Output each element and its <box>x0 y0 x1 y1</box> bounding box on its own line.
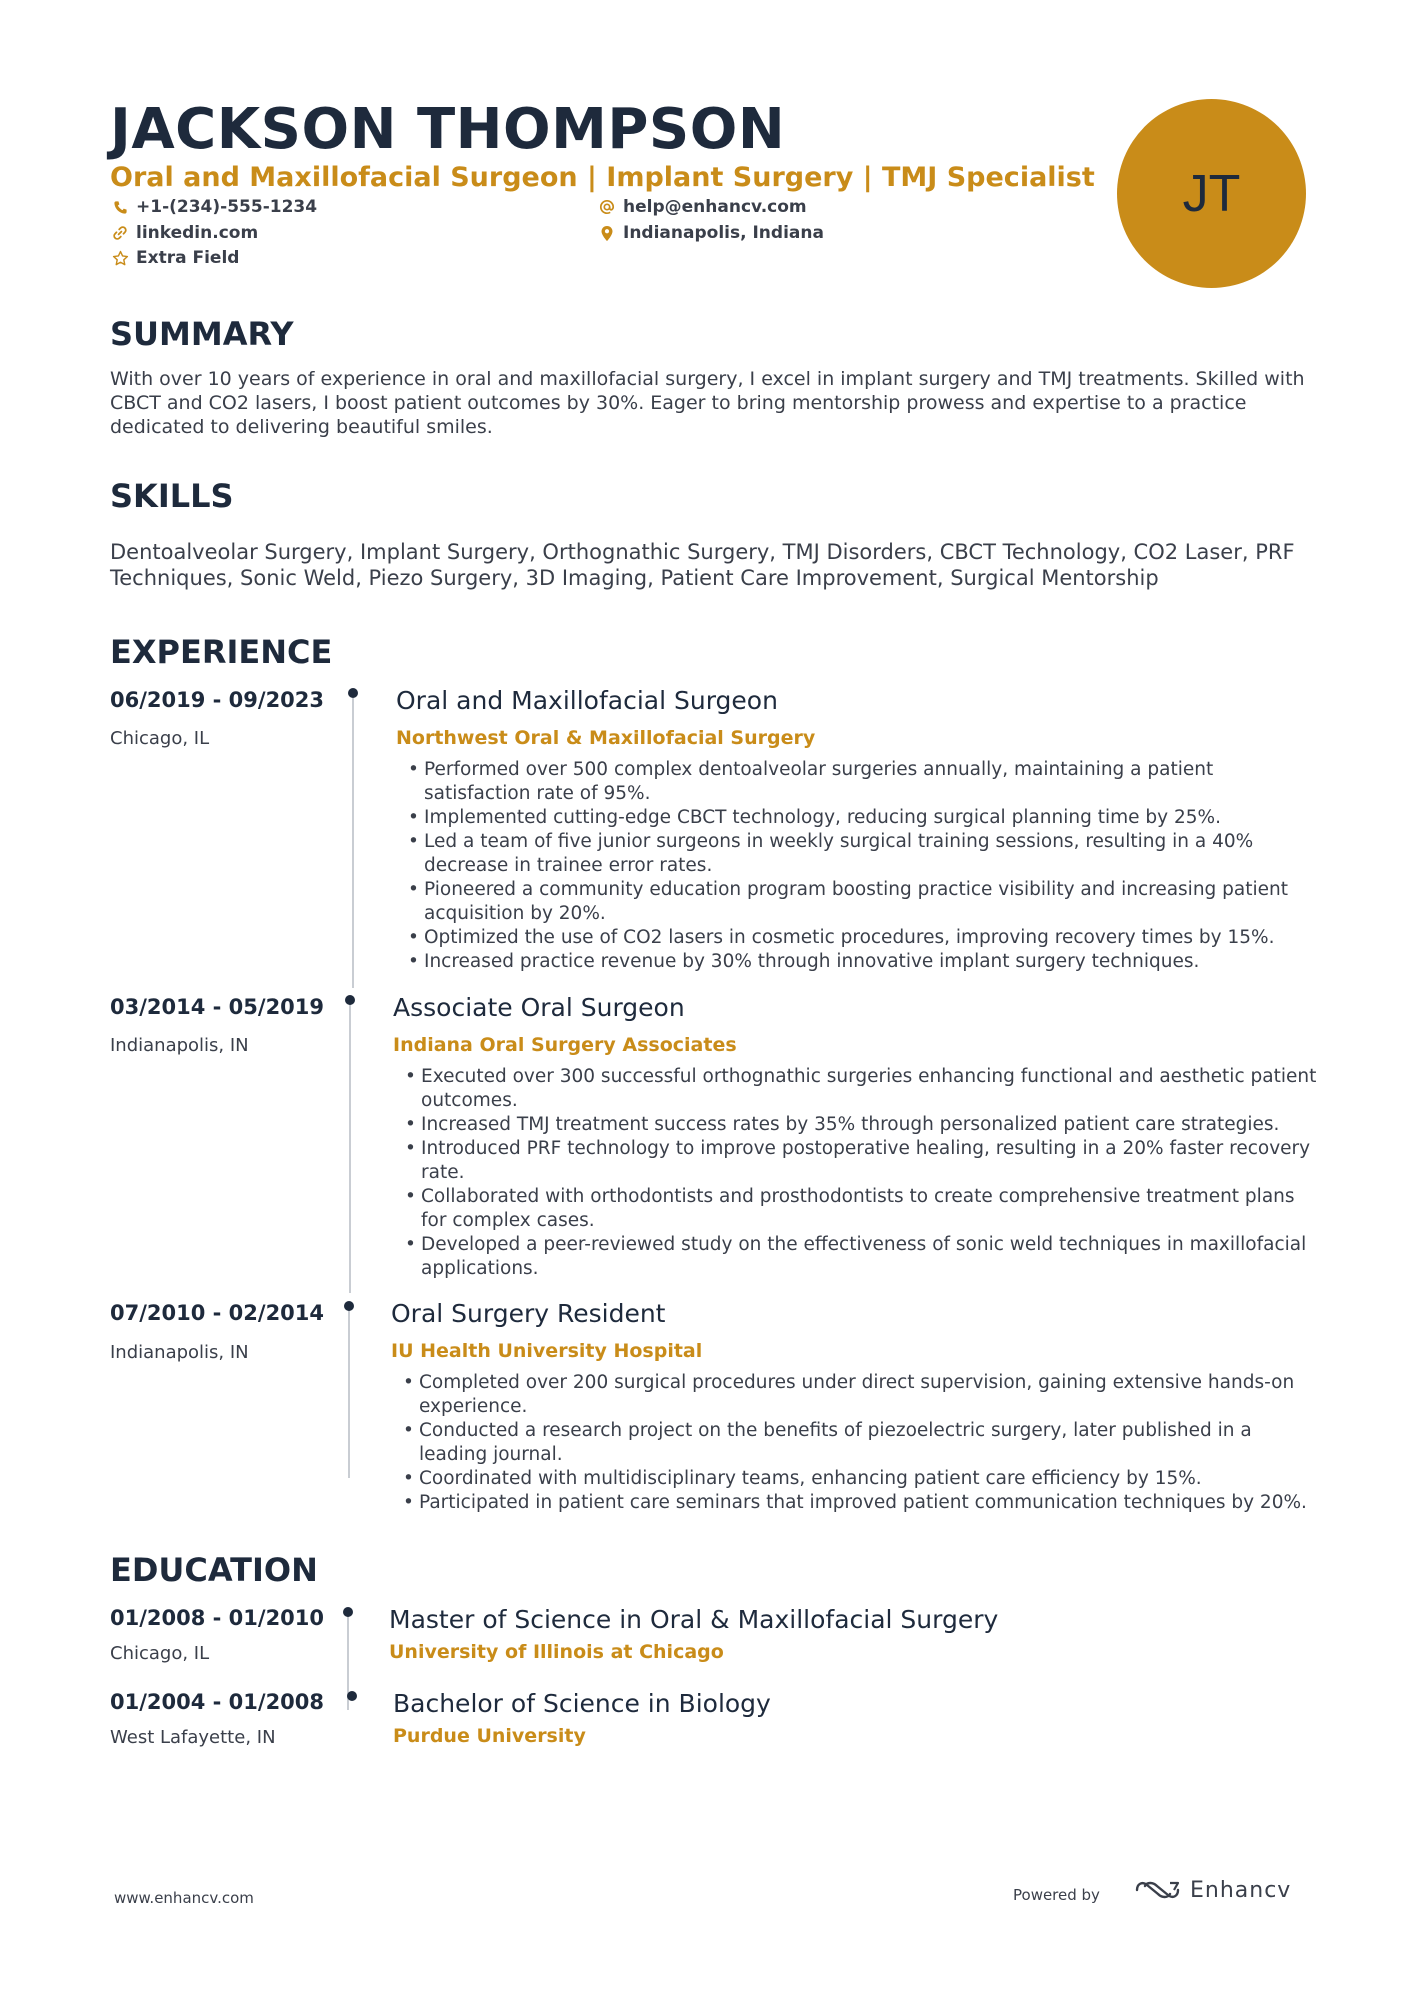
bullet-item: • Conducted a research project on the benefits of piezoelectric surgery, later published in a leading journal. <box>397 1419 1317 1467</box>
bullet-item: • Increased TMJ treatment success rates by 35% through personalized patient care strategies. <box>399 1113 1319 1137</box>
enhancv-brand[interactable] <box>1134 1877 1291 1903</box>
timeline-line <box>352 698 354 988</box>
experience-location: Indianapolis, IN <box>110 1342 249 1363</box>
bullet-item: • Led a team of five junior surgeons in weekly surgical training sessions, resulting in a 40% decrease in trainee error rates. <box>402 830 1322 878</box>
education-location: West Lafayette, IN <box>110 1727 276 1748</box>
enhancv-logo-icon <box>1134 1877 1182 1903</box>
extra-field-text: Extra Field <box>136 248 240 268</box>
education-school: University of Illinois at Chicago <box>389 1641 724 1663</box>
footer-website-link[interactable]: www.enhancv.com <box>114 1889 254 1907</box>
linkedin-link[interactable]: linkedin.com <box>136 223 259 243</box>
experience-company: IU Health University Hospital <box>391 1340 703 1362</box>
bullet-item: • Increased practice revenue by 30% through innovative implant surgery techniques. <box>402 950 1322 974</box>
education-dates: 01/2004 - 01/2008 <box>110 1690 325 1714</box>
education-location: Chicago, IL <box>110 1643 210 1664</box>
education-degree: Master of Science in Oral & Maxillofacial Surgery <box>389 1605 999 1634</box>
contact-location <box>597 223 824 243</box>
contact-email <box>597 197 807 217</box>
summary-text: With over 10 years of experience in oral and maxillofacial surgery, I excel in implant surgery and TMJ treatments. Skilled with CBCT and CO2 lasers, I boost patient outcomes by 30%. Eager to bring mentorship prowess and expertise to a practice dedicated to delivering beautiful smiles. <box>110 368 1305 438</box>
avatar-initials: JT <box>1182 164 1241 223</box>
skills-text: Dentoalveolar Surgery, Implant Surgery, Orthognathic Surgery, TMJ Disorders, CBCT Technology, CO2 Laser, PRF Techniques, Sonic Weld, Piezo Surgery, 3D Imaging, Patient Care Improvement, Surgical Mentorship <box>110 540 1295 590</box>
star-icon <box>110 248 130 268</box>
powered-by-label: Powered by <box>1013 1886 1100 1904</box>
bullet-item: • Pioneered a community education program boosting practice visibility and increasing patient acquisition by 20%. <box>402 878 1322 926</box>
timeline-dot <box>343 1607 353 1617</box>
experience-bullets <box>399 1065 1319 1281</box>
candidate-name: JACKSON THOMPSON <box>110 97 786 162</box>
candidate-title: Oral and Maxillofacial Surgeon | Implant Surgery | TMJ Specialist <box>110 162 1095 193</box>
summary-heading: SUMMARY <box>110 315 294 353</box>
bullet-item: • Performed over 500 complex dentoalveolar surgeries annually, maintaining a patient satisfaction rate of 95%. <box>402 758 1322 806</box>
timeline-dot <box>348 688 358 698</box>
avatar <box>1117 99 1306 288</box>
experience-bullets <box>402 758 1322 974</box>
bullet-item: • Implemented cutting-edge CBCT technology, reducing surgical planning time by 25%. <box>402 806 1322 830</box>
skills-heading: SKILLS <box>110 477 234 515</box>
bullet-item: • Executed over 300 successful orthognathic surgeries enhancing functional and aesthetic patient outcomes. <box>399 1065 1319 1113</box>
experience-company: Indiana Oral Surgery Associates <box>393 1034 737 1056</box>
bullet-item: • Completed over 200 surgical procedures under direct supervision, gaining extensive hands-on experience. <box>397 1371 1317 1419</box>
contact-phone <box>110 197 317 217</box>
bullet-item: • Introduced PRF technology to improve postoperative healing, resulting in a 20% faster recovery rate. <box>399 1137 1319 1185</box>
education-heading: EDUCATION <box>110 1551 318 1589</box>
timeline-dot <box>347 1691 357 1701</box>
experience-location: Chicago, IL <box>110 728 210 749</box>
timeline-line <box>349 1003 351 1293</box>
education-dates: 01/2008 - 01/2010 <box>110 1606 325 1630</box>
bullet-item: • Collaborated with orthodontists and prosthodontists to create comprehensive treatment plans for complex cases. <box>399 1185 1319 1233</box>
experience-company: Northwest Oral & Maxillofacial Surgery <box>396 727 816 749</box>
experience-location: Indianapolis, IN <box>110 1035 249 1056</box>
contact-linkedin <box>110 223 258 243</box>
bullet-item: • Developed a peer-reviewed study on the effectiveness of sonic weld techniques in maxillofacial applications. <box>399 1233 1319 1281</box>
contact-extra <box>110 248 239 268</box>
brand-name: Enhancv <box>1190 1877 1292 1903</box>
link-icon <box>110 223 130 243</box>
timeline-dot <box>345 995 355 1005</box>
bullet-item: • Optimized the use of CO2 lasers in cosmetic procedures, improving recovery times by 15%. <box>402 926 1322 950</box>
at-icon <box>597 197 617 217</box>
phone-text: +1-(234)-555-1234 <box>136 197 318 217</box>
location-text: Indianapolis, Indiana <box>623 223 824 243</box>
timeline-line <box>348 1310 350 1478</box>
experience-role: Oral and Maxillofacial Surgeon <box>396 686 778 715</box>
experience-role: Associate Oral Surgeon <box>393 993 685 1022</box>
phone-icon <box>110 197 130 217</box>
experience-role: Oral Surgery Resident <box>391 1299 666 1328</box>
timeline-dot <box>344 1301 354 1311</box>
experience-bullets <box>397 1371 1317 1515</box>
education-degree: Bachelor of Science in Biology <box>393 1689 771 1718</box>
experience-heading: EXPERIENCE <box>110 633 333 671</box>
bullet-item: • Coordinated with multidisciplinary teams, enhancing patient care efficiency by 15%. <box>397 1467 1317 1491</box>
email-link[interactable]: help@enhancv.com <box>623 197 807 217</box>
experience-dates: 07/2010 - 02/2014 <box>110 1301 325 1325</box>
location-pin-icon <box>597 223 617 243</box>
bullet-item: • Participated in patient care seminars that improved patient communication techniques by 20%. <box>397 1491 1317 1515</box>
education-school: Purdue University <box>393 1725 586 1747</box>
experience-dates: 03/2014 - 05/2019 <box>110 995 325 1019</box>
experience-dates: 06/2019 - 09/2023 <box>110 688 325 712</box>
